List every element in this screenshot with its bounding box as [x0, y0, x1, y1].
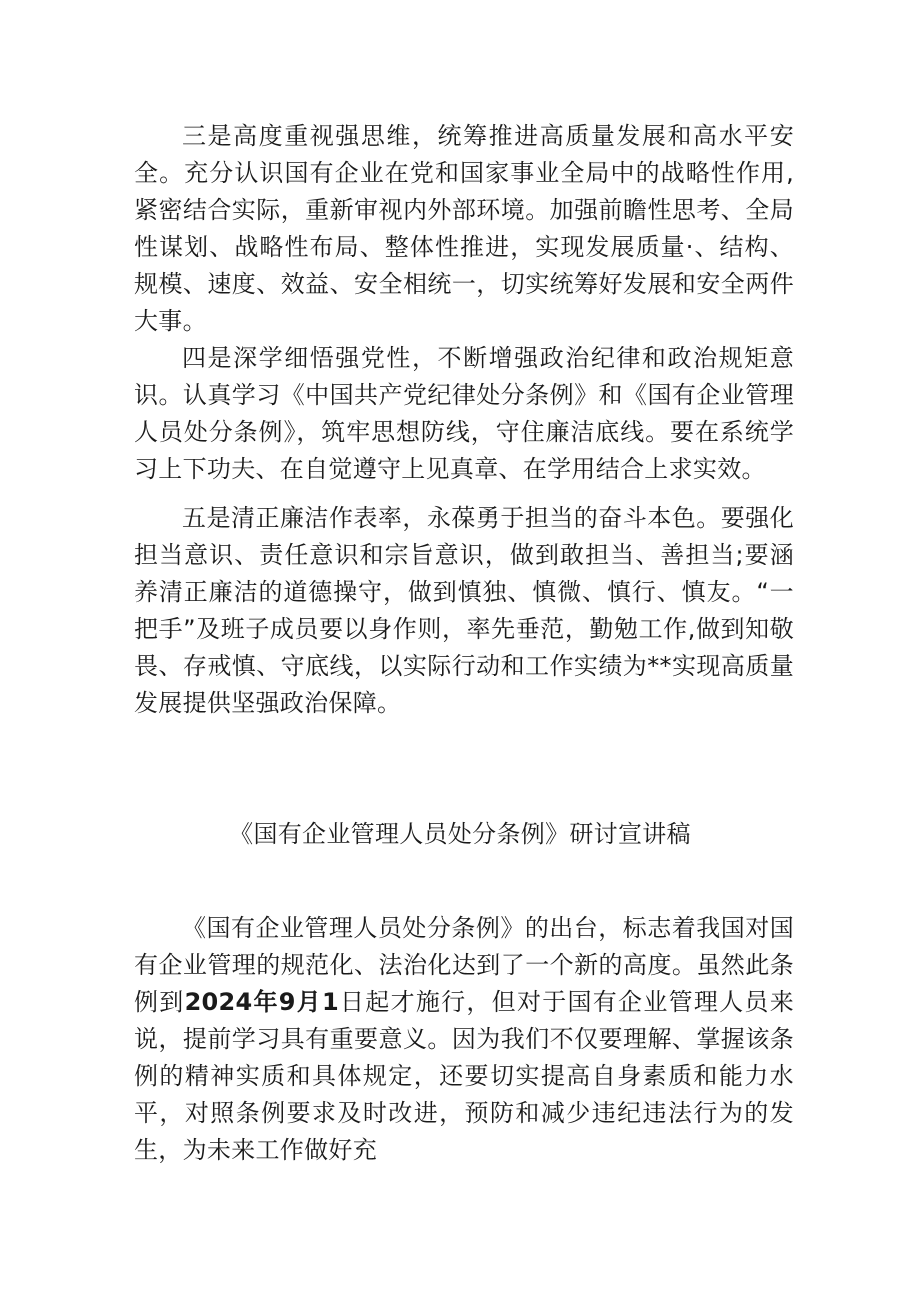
intro-text-start: 《国有企业管理人员处分条例》的出台，标志着我国对国有企业管理的规范化、法治化达到了一个新的高度。虽然此条例到	[134, 914, 794, 1016]
paragraph-point-five: 五是清正廉洁作表率，永葆勇于担当的奋斗本色。要强化担当意识、责任意识和宗旨意识，做到敢担当、善担当;要涵养清正廉洁的道德操守，做到慎独、慎微、慎行、慎友。“一把手”及班子成员要以身作则，率先垂范，勤勉工作,做到知敬畏、存戒慎、守底线，以实际行动和工作实绩为**实现高质量发展提供坚强政治保障。	[134, 504, 794, 717]
section-heading: 《国有企业管理人员处分条例》研讨宣讲稿	[229, 820, 691, 848]
paragraph-point-four: 四是深学细悟强党性，不断增强政治纪律和政治规矩意识。认真学习《中国共产党纪律处分条例》和《国有企业管理人员处分条例》，筑牢思想防线，守住廉洁底线。要在系统学习上下功夫、在自觉遵守上见真章、在学用结合上求实效。	[134, 344, 794, 483]
paragraph-intro	[134, 910, 794, 1169]
paragraph-point-three: 三是高度重视强思维，统筹推进高质量发展和高水平安全。充分认识国有企业在党和国家事业全局中的战略性作用,紧密结合实际，重新审视内外部环境。加强前瞻性思考、全局性谋划、战略性布局、整体性推进，实现发展质量·、结构、规模、速度、效益、安全相统一，切实统筹好发展和安全两件大事。	[134, 122, 794, 335]
effective-date: 2024年9月1	[184, 988, 340, 1016]
intro-text-end: 日起才施行，但对于国有企业管理人员来说，提前学习具有重要意义。因为我们不仅要理解、掌握该条例的精神实质和具体规定，还要切实提高自身素质和能力水平，对照条例要求及时改进，预防和减少违纪违法行为的发生，为未来工作做好充	[134, 988, 794, 1164]
